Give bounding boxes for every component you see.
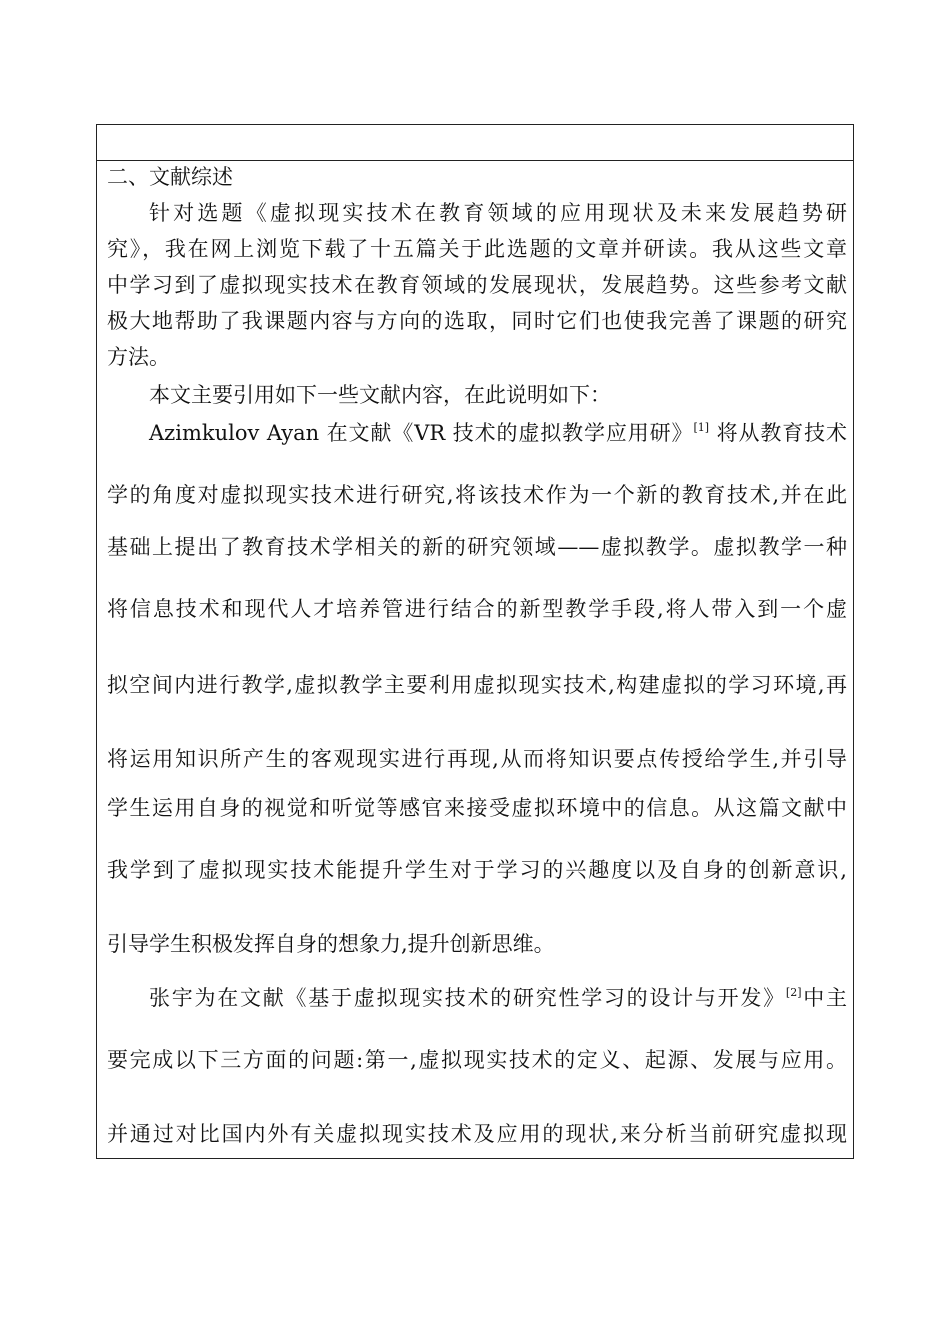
ref1-line-4: 拟空间内进行教学,虚拟教学主要利用虚拟现实技术,构建虚拟的学习环境,再 [107,673,847,697]
ref1-line-7: 我学到了虚拟现实技术能提升学生对于学习的兴趣度以及自身的创新意识, [107,858,847,882]
ref1-first-post: 将从教育技术 [709,421,847,445]
ref1-first-pre: Azimkulov Ayan 在文献《VR 技术的虚拟教学应用研》 [149,421,694,445]
ref2-first-line [149,984,847,1012]
intro-line-3: 中学习到了虚拟现实技术在教育领域的发展现状，发展趋势。这些参考文献 [107,273,847,297]
ref1-line-1: 学的角度对虚拟现实技术进行研究,将该技术作为一个新的教育技术,并在此 [107,483,847,507]
ref1-line-2: 基础上提出了教育技术学相关的新的研究领域——虚拟教学。虚拟教学一种 [107,535,847,559]
ref1-line-3: 将信息技术和现代人才培养管进行结合的新型教学手段,将人带入到一个虚 [107,597,847,621]
intro-line-2: 究》，我在网上浏览下载了十五篇关于此选题的文章并研读。我从这些文章 [107,237,847,261]
ref1-citation-marker: [1] [693,421,710,434]
header-cell [97,125,853,161]
citation-note: 本文主要引用如下一些文献内容，在此说明如下： [149,383,611,407]
section-title: 二、文献综述 [107,165,233,189]
ref1-line-8: 引导学生积极发挥自身的想象力,提升创新思维。 [107,932,555,956]
ref2-first-post: 中主 [801,986,848,1010]
ref2-line-1: 要完成以下三方面的问题:第一,虚拟现实技术的定义、起源、发展与应用。 [107,1048,847,1072]
form-frame [96,124,854,1159]
ref2-citation-marker: [2] [785,986,802,999]
ref2-first-pre: 张宇为在文献《基于虚拟现实技术的研究性学习的设计与开发》 [149,986,786,1010]
intro-line-5: 方法。 [107,345,170,369]
ref1-line-5: 将运用知识所产生的客观现实进行再现,从而将知识要点传授给学生,并引导 [107,747,847,771]
ref2-line-2: 并通过对比国内外有关虚拟现实技术及应用的现状,来分析当前研究虚拟现 [107,1122,847,1146]
intro-line-4: 极大地帮助了我课题内容与方向的选取，同时它们也使我完善了课题的研究 [107,309,847,333]
ref1-first-line [149,419,847,447]
ref1-line-6: 学生运用自身的视觉和听觉等感官来接受虚拟环境中的信息。从这篇文献中 [107,796,847,820]
intro-line-1: 针对选题《虚拟现实技术在教育领域的应用现状及未来发展趋势研 [149,201,847,225]
